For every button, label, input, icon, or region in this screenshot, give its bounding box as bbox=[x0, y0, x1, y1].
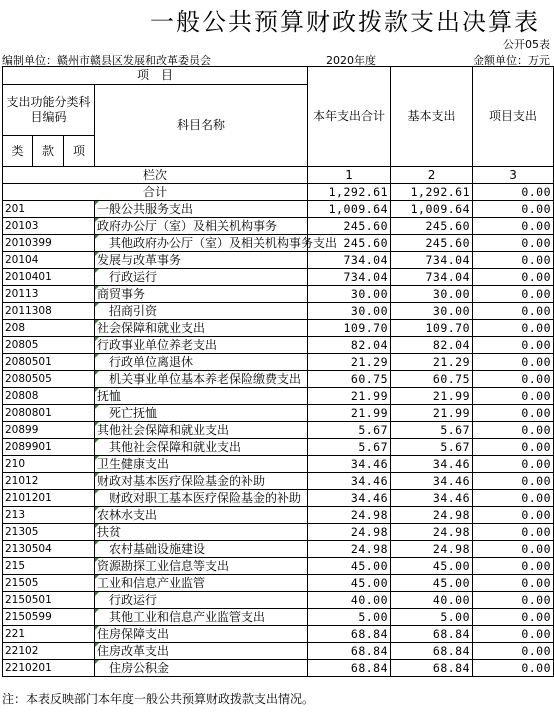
row-basic-expenditure: 5.67 bbox=[391, 439, 473, 456]
table-row bbox=[3, 524, 554, 541]
row-project-expenditure: 0.00 bbox=[473, 252, 554, 269]
row-total-expenditure: 245.60 bbox=[308, 218, 391, 235]
row-project-expenditure: 0.00 bbox=[473, 388, 554, 405]
row-total-expenditure: 245.60 bbox=[308, 235, 391, 252]
column-number-2: 2 bbox=[391, 167, 473, 184]
table-row bbox=[3, 473, 554, 490]
row-project-expenditure: 0.00 bbox=[473, 371, 554, 388]
row-basic-expenditure: 21.29 bbox=[391, 354, 473, 371]
row-subject-name: 住房改革支出 bbox=[95, 643, 308, 660]
row-basic-expenditure: 34.46 bbox=[391, 490, 473, 507]
row-code: 21305 bbox=[3, 524, 95, 541]
row-project-expenditure: 0.00 bbox=[473, 337, 554, 354]
row-basic-expenditure: 60.75 bbox=[391, 371, 473, 388]
row-project-expenditure: 0.00 bbox=[473, 660, 554, 677]
fiscal-year: 2020年度 bbox=[326, 54, 376, 67]
row-subject-name: 抚恤 bbox=[95, 388, 308, 405]
row-project-expenditure: 0.00 bbox=[473, 218, 554, 235]
row-total-expenditure: 734.04 bbox=[308, 269, 391, 286]
header-total-expenditure: 本年支出合计 bbox=[308, 67, 391, 167]
header-basic-expenditure: 基本支出 bbox=[391, 67, 473, 167]
row-subject-name: 政府办公厅（室）及相关机构事务 bbox=[95, 218, 308, 235]
row-total-expenditure: 21.99 bbox=[308, 388, 391, 405]
row-basic-expenditure: 30.00 bbox=[391, 303, 473, 320]
total-c1: 1,292.61 bbox=[308, 184, 391, 201]
table-row bbox=[3, 439, 554, 456]
row-total-expenditure: 5.00 bbox=[308, 609, 391, 626]
row-basic-expenditure: 24.98 bbox=[391, 541, 473, 558]
row-total-expenditure: 30.00 bbox=[308, 303, 391, 320]
row-basic-expenditure: 30.00 bbox=[391, 286, 473, 303]
row-basic-expenditure: 734.04 bbox=[391, 252, 473, 269]
row-code: 201 bbox=[3, 201, 95, 218]
row-code: 2080501 bbox=[3, 354, 95, 371]
row-basic-expenditure: 68.84 bbox=[391, 643, 473, 660]
header-subject-name: 科目名称 bbox=[95, 85, 308, 167]
table-row bbox=[3, 643, 554, 660]
row-subject-name: 其他社会保障和就业支出 bbox=[95, 439, 308, 456]
row-subject-name: 社会保障和就业支出 bbox=[95, 320, 308, 337]
page-title: 一般公共预算财政拨款支出决算表 bbox=[150, 8, 540, 36]
row-basic-expenditure: 24.98 bbox=[391, 524, 473, 541]
row-code: 21012 bbox=[3, 473, 95, 490]
table-row bbox=[3, 575, 554, 592]
row-code: 2150501 bbox=[3, 592, 95, 609]
table-row bbox=[3, 201, 554, 218]
row-code: 2080801 bbox=[3, 405, 95, 422]
row-total-expenditure: 60.75 bbox=[308, 371, 391, 388]
row-project-expenditure: 0.00 bbox=[473, 490, 554, 507]
table-row bbox=[3, 609, 554, 626]
header-function-code: 支出功能分类科目编码 bbox=[3, 85, 95, 136]
row-total-expenditure: 21.99 bbox=[308, 405, 391, 422]
row-code: 20808 bbox=[3, 388, 95, 405]
row-code: 2210201 bbox=[3, 660, 95, 677]
row-basic-expenditure: 21.99 bbox=[391, 388, 473, 405]
table-row bbox=[3, 252, 554, 269]
table-row bbox=[3, 286, 554, 303]
row-basic-expenditure: 34.46 bbox=[391, 473, 473, 490]
table-row bbox=[3, 218, 554, 235]
row-total-expenditure: 1,009.64 bbox=[308, 201, 391, 218]
row-project-expenditure: 0.00 bbox=[473, 286, 554, 303]
total-label: 合计 bbox=[3, 184, 308, 201]
table-row bbox=[3, 405, 554, 422]
row-subject-name: 农村基础设施建设 bbox=[95, 541, 308, 558]
row-project-expenditure: 0.00 bbox=[473, 456, 554, 473]
row-project-expenditure: 0.00 bbox=[473, 439, 554, 456]
row-subject-name: 农林水支出 bbox=[95, 507, 308, 524]
row-subject-name: 资源勘探工业信息等支出 bbox=[95, 558, 308, 575]
column-number-3: 3 bbox=[473, 167, 554, 184]
reporting-unit: 编制单位：赣州市赣县区发展和改革委员会 bbox=[2, 54, 211, 67]
row-subject-name: 扶贫 bbox=[95, 524, 308, 541]
row-basic-expenditure: 245.60 bbox=[391, 218, 473, 235]
row-subject-name: 行政单位离退休 bbox=[95, 354, 308, 371]
table-code: 公开05表 bbox=[503, 38, 550, 51]
table-row bbox=[3, 303, 554, 320]
expenditure-table bbox=[2, 66, 554, 677]
row-project-expenditure: 0.00 bbox=[473, 269, 554, 286]
header-kuan: 款 bbox=[33, 136, 64, 167]
row-code: 20113 bbox=[3, 286, 95, 303]
row-basic-expenditure: 5.00 bbox=[391, 609, 473, 626]
table-row bbox=[3, 388, 554, 405]
row-total-expenditure: 45.00 bbox=[308, 575, 391, 592]
row-basic-expenditure: 45.00 bbox=[391, 558, 473, 575]
row-subject-name: 机关事业单位基本养老保险缴费支出 bbox=[95, 371, 308, 388]
row-subject-name: 住房保障支出 bbox=[95, 626, 308, 643]
row-basic-expenditure: 45.00 bbox=[391, 575, 473, 592]
row-basic-expenditure: 1,009.64 bbox=[391, 201, 473, 218]
row-code: 20805 bbox=[3, 337, 95, 354]
row-project-expenditure: 0.00 bbox=[473, 405, 554, 422]
row-basic-expenditure: 82.04 bbox=[391, 337, 473, 354]
row-project-expenditure: 0.00 bbox=[473, 473, 554, 490]
table-row bbox=[3, 507, 554, 524]
table-row bbox=[3, 626, 554, 643]
row-project-expenditure: 0.00 bbox=[473, 541, 554, 558]
row-project-expenditure: 0.00 bbox=[473, 422, 554, 439]
row-project-expenditure: 0.00 bbox=[473, 507, 554, 524]
row-total-expenditure: 5.67 bbox=[308, 439, 391, 456]
row-code: 2130504 bbox=[3, 541, 95, 558]
table-row bbox=[3, 320, 554, 337]
table-row bbox=[3, 490, 554, 507]
row-code: 21505 bbox=[3, 575, 95, 592]
row-code: 2010401 bbox=[3, 269, 95, 286]
row-project-expenditure: 0.00 bbox=[473, 609, 554, 626]
row-project-expenditure: 0.00 bbox=[473, 626, 554, 643]
row-subject-name: 招商引资 bbox=[95, 303, 308, 320]
row-total-expenditure: 5.67 bbox=[308, 422, 391, 439]
row-subject-name: 商贸事务 bbox=[95, 286, 308, 303]
row-code: 2011308 bbox=[3, 303, 95, 320]
row-total-expenditure: 34.46 bbox=[308, 473, 391, 490]
row-total-expenditure: 40.00 bbox=[308, 592, 391, 609]
row-code: 2080505 bbox=[3, 371, 95, 388]
table-row bbox=[3, 354, 554, 371]
row-subject-name: 其他社会保障和就业支出 bbox=[95, 422, 308, 439]
row-total-expenditure: 68.84 bbox=[308, 660, 391, 677]
row-basic-expenditure: 68.84 bbox=[391, 626, 473, 643]
row-subject-name: 住房公积金 bbox=[95, 660, 308, 677]
row-project-expenditure: 0.00 bbox=[473, 592, 554, 609]
row-subject-name: 发展与改革事务 bbox=[95, 252, 308, 269]
row-subject-name: 财政对职工基本医疗保险基金的补助 bbox=[95, 490, 308, 507]
row-total-expenditure: 34.46 bbox=[308, 456, 391, 473]
row-total-expenditure: 68.84 bbox=[308, 626, 391, 643]
row-total-expenditure: 24.98 bbox=[308, 541, 391, 558]
row-basic-expenditure: 245.60 bbox=[391, 235, 473, 252]
row-code: 213 bbox=[3, 507, 95, 524]
row-project-expenditure: 0.00 bbox=[473, 558, 554, 575]
table-row bbox=[3, 371, 554, 388]
header-project-expenditure: 项目支出 bbox=[473, 67, 554, 167]
row-subject-name: 其他工业和信息产业监管支出 bbox=[95, 609, 308, 626]
row-code: 20104 bbox=[3, 252, 95, 269]
row-basic-expenditure: 5.67 bbox=[391, 422, 473, 439]
row-code: 20103 bbox=[3, 218, 95, 235]
row-total-expenditure: 68.84 bbox=[308, 643, 391, 660]
table-row bbox=[3, 422, 554, 439]
row-project-expenditure: 0.00 bbox=[473, 524, 554, 541]
row-code: 210 bbox=[3, 456, 95, 473]
row-code: 2150599 bbox=[3, 609, 95, 626]
row-basic-expenditure: 40.00 bbox=[391, 592, 473, 609]
row-total-expenditure: 24.98 bbox=[308, 524, 391, 541]
row-project-expenditure: 0.00 bbox=[473, 235, 554, 252]
table-row bbox=[3, 337, 554, 354]
row-code: 22102 bbox=[3, 643, 95, 660]
row-code: 215 bbox=[3, 558, 95, 575]
row-subject-name: 行政事业单位养老支出 bbox=[95, 337, 308, 354]
row-code: 208 bbox=[3, 320, 95, 337]
header-xiang: 项 bbox=[64, 136, 95, 167]
table-row bbox=[3, 235, 554, 252]
row-subject-name: 行政运行 bbox=[95, 592, 308, 609]
row-project-expenditure: 0.00 bbox=[473, 575, 554, 592]
row-basic-expenditure: 21.99 bbox=[391, 405, 473, 422]
total-c3: 0.00 bbox=[473, 184, 554, 201]
row-total-expenditure: 34.46 bbox=[308, 490, 391, 507]
row-basic-expenditure: 24.98 bbox=[391, 507, 473, 524]
row-code: 2089901 bbox=[3, 439, 95, 456]
row-total-expenditure: 21.29 bbox=[308, 354, 391, 371]
row-basic-expenditure: 34.46 bbox=[391, 456, 473, 473]
column-number-1: 1 bbox=[308, 167, 391, 184]
row-code: 2010399 bbox=[3, 235, 95, 252]
row-code: 20899 bbox=[3, 422, 95, 439]
table-row bbox=[3, 269, 554, 286]
header-lei: 类 bbox=[3, 136, 33, 167]
currency-unit: 金额单位：万元 bbox=[473, 54, 550, 67]
row-total-expenditure: 734.04 bbox=[308, 252, 391, 269]
row-subject-name: 工业和信息产业监管 bbox=[95, 575, 308, 592]
row-project-expenditure: 0.00 bbox=[473, 320, 554, 337]
row-project-expenditure: 0.00 bbox=[473, 643, 554, 660]
row-subject-name: 行政运行 bbox=[95, 269, 308, 286]
row-project-expenditure: 0.00 bbox=[473, 303, 554, 320]
row-code: 2101201 bbox=[3, 490, 95, 507]
row-project-expenditure: 0.00 bbox=[473, 354, 554, 371]
table-row bbox=[3, 660, 554, 677]
table-row bbox=[3, 592, 554, 609]
footnote: 注：本表反映部门本年度一般公共预算财政拨款支出情况。 bbox=[2, 692, 315, 706]
table-row bbox=[3, 541, 554, 558]
row-subject-name: 其他政府办公厅（室）及相关机构事务支出 bbox=[95, 235, 308, 252]
row-subject-name: 财政对基本医疗保险基金的补助 bbox=[95, 473, 308, 490]
total-c2: 1,292.61 bbox=[391, 184, 473, 201]
header-item: 项 目 bbox=[3, 67, 308, 85]
row-subject-name: 一般公共服务支出 bbox=[95, 201, 308, 218]
row-basic-expenditure: 109.70 bbox=[391, 320, 473, 337]
row-total-expenditure: 30.00 bbox=[308, 286, 391, 303]
table-row bbox=[3, 558, 554, 575]
row-project-expenditure: 0.00 bbox=[473, 201, 554, 218]
row-subject-name: 卫生健康支出 bbox=[95, 456, 308, 473]
row-subject-name: 死亡抚恤 bbox=[95, 405, 308, 422]
row-basic-expenditure: 68.84 bbox=[391, 660, 473, 677]
row-total-expenditure: 109.70 bbox=[308, 320, 391, 337]
table-row bbox=[3, 456, 554, 473]
row-total-expenditure: 45.00 bbox=[308, 558, 391, 575]
header-column-index: 栏次 bbox=[3, 167, 308, 184]
row-basic-expenditure: 734.04 bbox=[391, 269, 473, 286]
row-total-expenditure: 82.04 bbox=[308, 337, 391, 354]
row-code: 221 bbox=[3, 626, 95, 643]
row-total-expenditure: 24.98 bbox=[308, 507, 391, 524]
